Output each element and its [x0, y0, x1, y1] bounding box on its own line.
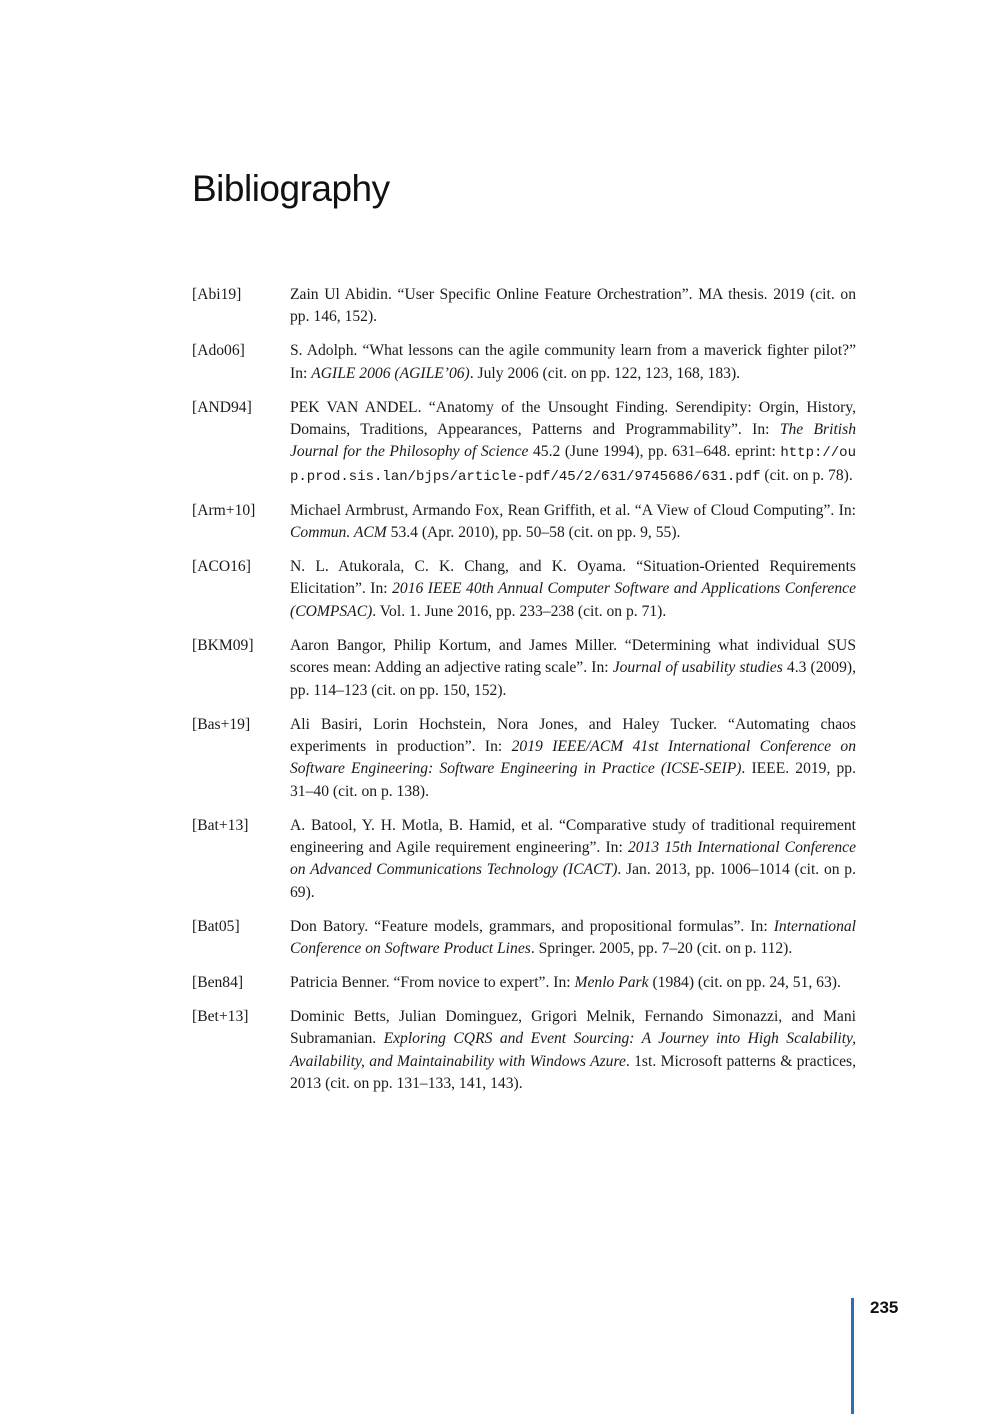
citation-venue: Menlo Park [574, 974, 649, 992]
bib-key: [Ben84] [192, 974, 244, 992]
bib-entry [192, 1006, 856, 1096]
bib-citation [290, 635, 856, 702]
bib-key: [Bat+13] [192, 816, 249, 834]
bib-citation [290, 397, 856, 489]
citation-text: Ali Basiri, Lorin Hochstein, Nora Jones, and Haley Tucker. “Automating chaos experiments in production”. In: [290, 715, 856, 755]
citation-text: Aaron Bangor, Philip Kortum, and James Miller. “Determining what individual SUS scores mean: Adding an adjective rating scale”. In: [290, 636, 856, 677]
citation-venue: Commun. ACM [290, 524, 387, 542]
citation-venue: AGILE 2006 (AGILE’06) [311, 364, 470, 382]
page-edge-rule [851, 1298, 854, 1414]
bib-citation [290, 916, 856, 961]
bib-key: [Abi19] [192, 286, 242, 303]
citation-text: 45.2 (June 1994), pp. 631–648. eprint: [528, 443, 781, 461]
bib-key: [Bas+19] [192, 715, 251, 733]
page-number: 235 [870, 1298, 899, 1317]
bib-key: [AND94] [192, 398, 252, 416]
bib-entry [192, 397, 856, 489]
citation-url[interactable]: http://oup.prod.sis.lan/bjps/article-pdf/45/2/631/9745686/631.pdf [290, 445, 856, 485]
bib-entry [192, 916, 856, 961]
citation-text: Michael Armbrust, Armando Fox, Rean Griffith, et al. “A View of Cloud Computing”. In: [290, 501, 856, 519]
citation-text: 4.3 (2009), pp. 114–123 (cit. on pp. 150, 152). [290, 659, 856, 699]
bib-citation [290, 340, 856, 385]
bibliography-list [192, 284, 856, 1107]
citation-venue: The British Journal for the Philosophy of Science [290, 421, 856, 461]
citation-text: A. Batool, Y. H. Motla, B. Hamid, et al. “Comparative study of traditional requirement engineering and Agile requirement engineering”. In: [290, 816, 856, 857]
bib-citation [290, 556, 856, 623]
citation-text: Zain Ul Abidin. “User Specific Online Feature Orchestration”. MA thesis. 2019 (cit. on pp. 146, 152). [290, 286, 856, 326]
bib-citation [290, 714, 856, 804]
bib-entry [192, 815, 856, 905]
bib-citation [290, 1006, 856, 1096]
bib-citation [290, 815, 856, 905]
citation-text: . Jan. 2013, pp. 1006–1014 (cit. on p. 69). [290, 861, 856, 901]
citation-text: S. Adolph. “What lessons can the agile community learn from a maverick fighter pilot?” In: [290, 342, 856, 382]
citation-text: Don Batory. “Feature models, grammars, and propositional formulas”. In: [290, 917, 774, 935]
bib-key: [Bet+13] [192, 1007, 249, 1025]
bib-entry [192, 635, 856, 702]
bib-key: [Ado06] [192, 342, 245, 360]
bib-entry [192, 500, 856, 545]
bib-key: [Arm+10] [192, 501, 256, 519]
bib-entry [192, 284, 856, 329]
citation-text: PEK VAN ANDEL. “Anatomy of the Unsought Finding. Serendipity: Orgin, History, Domains, Traditions, Appearances, Patterns and Programmability”. In: [290, 398, 856, 439]
citation-venue: 2019 IEEE/ACM 41st International Conference on Software Engineering: Software Engineering in Practice (ICSE-SEIP) [290, 737, 856, 778]
bib-key: [Bat05] [192, 917, 240, 935]
bib-entry [192, 340, 856, 385]
citation-text: Dominic Betts, Julian Dominguez, Grigori Melnik, Fernando Simonazzi, and Mani Subramanian. [290, 1007, 856, 1048]
bib-entry [192, 714, 856, 804]
citation-text: . Vol. 1. June 2016, pp. 233–238 (cit. on p. 71). [372, 602, 667, 620]
citation-text: (cit. on p. 78). [760, 466, 853, 484]
bib-citation [290, 972, 856, 994]
bib-key: [ACO16] [192, 558, 251, 576]
page-title: Bibliography [192, 168, 390, 209]
citation-venue: 2013 15th International Conference on Advanced Communications Technology (ICACT) [290, 839, 856, 879]
citation-venue: Journal of usability studies [612, 659, 783, 677]
bib-entry [192, 556, 856, 623]
citation-text: . 1st. Microsoft patterns & practices, 2013 (cit. on pp. 131–133, 141, 143). [290, 1052, 856, 1093]
citation-text: 53.4 (Apr. 2010), pp. 50–58 (cit. on pp. 9, 55). [386, 524, 681, 542]
bib-citation [290, 284, 856, 329]
citation-text: . IEEE. 2019, pp. 31–40 (cit. on p. 138). [290, 760, 856, 800]
citation-text: . Springer. 2005, pp. 7–20 (cit. on p. 112). [530, 940, 793, 958]
citation-venue: Exploring CQRS and Event Sourcing: A Journey into High Scalability, Availability, and Maintainability with Windows Azure [290, 1030, 856, 1070]
citation-text: (1984) (cit. on pp. 24, 51, 63). [648, 974, 841, 992]
bib-key: [BKM09] [192, 636, 254, 654]
citation-text: N. L. Atukorala, C. K. Chang, and K. Oyama. “Situation-Oriented Requirements Elicitation”. In: [290, 558, 856, 598]
citation-text: . July 2006 (cit. on pp. 122, 123, 168, 183). [469, 364, 741, 382]
bib-entry [192, 972, 856, 994]
citation-venue: International Conference on Software Product Lines [290, 917, 856, 958]
citation-venue: 2016 IEEE 40th Annual Computer Software and Applications Conference (COMPSAC) [290, 580, 856, 620]
bib-citation [290, 500, 856, 545]
citation-text: Patricia Benner. “From novice to expert”. In: [290, 974, 575, 992]
